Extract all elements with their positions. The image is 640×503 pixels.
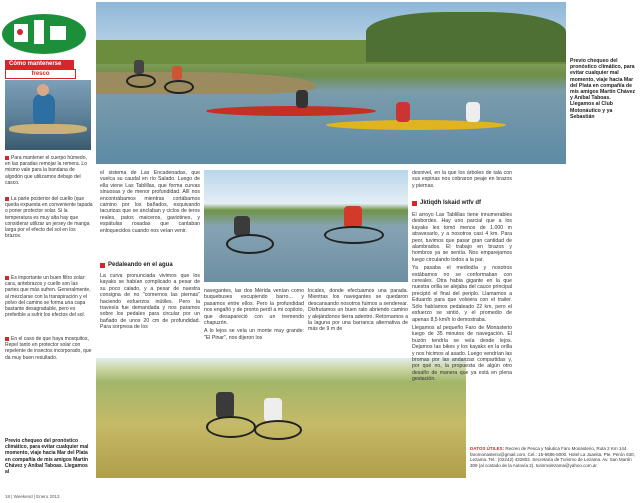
col2-p2: A lo lejos se veía un monte muy grande: "El Pinar", nos dijeron los [204,328,304,341]
column-2 [204,288,304,343]
kayaker-photo [5,80,91,150]
col2-p1: navegantes, las dos Mérida venían como buquebuses escupiendo barro... y pasamos entre ellos. Pero la profundidad nos engañó y de pronto perdí a mi copiloto, que desapareció con un tremendo chapuzón. [204,288,304,327]
col4-p1: desnivel, en la que los árboles de tala con sus espinas nos cobraron peaje en brazos y piernas. [412,170,512,189]
tips-tag-sub: fresco [5,69,76,79]
magazine-logo [0,8,90,58]
col4-p3: Ya pasaba el mediodía y nosotros estábamos no se conformaban con cereales. Otra habia gigante en la que nuestra orilla se alejaba del cauce principal preciptó el final del periplo. Llamamos a Eduardo para que volviera con el trailer. Sólo habíamos pedaleado 22 km, pero el esfuerzo se sintió, y el promedio de apenas 8,5 km/h lo demostraba. [412,265,512,323]
col4-p4: Llegamos al pequeño Faro de Monasterio luego de 35 minutos de navegación. El buzón tendría se veía desde lejos. Dejamos las bikes y los kayaks en la orilla y nos hicimos al asado. Luego vendrían las bromas por las andanzas compartidas y, por qué no, la propuesta de algún otro desafío de manera que ya está en plena gestación. [412,324,512,383]
tips-sidebar [0,0,96,503]
tip-4: En el caso de que haya mosquitos, Repel tanto en protector solar con repelente de insectos incorporado, que da muy buen resultado. [5,336,92,361]
col1-p1: el sistema de Las Encadenadas, que vuelca su caudal en río Salado. Luego de ella viene Las Tablillas, que forma curvas sinuosas y de menor profundidad. Allí nos encontrábamos mientras cortábamos camino por los bañados, esquivando tacurizas que se anclaban y ciclos de teros reales, patos maiceros, gaviotines, y espátulas rosadas que cantaban enloquecidos cuando nos veían venir. [100,170,200,234]
col1-p2: La curva pronunciada vivimos que los kayaks se habían complicado a pesar de su poco calado, y a pesar de nuestra consigna de no "comernos las piernas" haciendo esfuerzos inútiles. Pero la travesía fue demandada y nos paramos sobre los pedales para circular por un bañado de unos 20 cm de profundidad. Para sorpresa de los [100,273,200,331]
column-1 [100,170,200,236]
tip-1: Para mantener el cuerpo húmedo, en las paradas remojar la remera. Lo mismo vale para la bandana de algodón que utilizamos debajo del casco. [5,155,87,186]
kayak-cycle-photo [96,2,566,164]
useful-info-label: DATOS ÚTILES: [470,446,505,451]
column-4b [412,212,512,385]
photo-caption: Previo chequeo del pronóstico climático, para evitar cualquier mal momento, viaje hacia Mar del Plata en compañía de mis amigos Martín Chávez y Aníbal Taboas. Llegamos al Club Motonáutico y ya Sebastián [570,58,636,120]
col3-p1: locales, donde efectuamos una parada. Mientras los navegantes se quedaron descansando nosotros fuimos a senderear. Disfrutamos un buen rato abriendo camino y alejándonos tierra adentro. Retornamos a la laguna por una barranca alternativa de más de 9 m de [308,288,408,333]
useful-info-box [470,446,635,468]
useful-info-text: Recreo de Pesca y Náutica Faro Monasterio, Ruta 2 Km 144. faromonasterio@gmail.com. Cel.: 15-6686-5000. Hotel La Juanita. Pte. Perón 630, Lezama. Tel.: (02242) 432802. Secretaría de Turismo de Lezama. Av. San Martín 309 (al costado de la Autovía 2). turismolezama@yahoo.com.ar [470,446,635,468]
tip-3: Es importante un buen filtro solar: cara, antebrazos y cuello son las partes que más sufren. Generalmente, al mezclarse con la transpiración y el polvo del camino se forma una capa bastante desagradable, pero es preferible a sufrir los efectos del sol. [5,275,91,319]
tips-tag: Cómo mantenerse [5,60,74,69]
cyclists-water-photo [204,170,408,282]
column-1b [100,273,200,333]
wheat-field-photo [96,358,466,478]
col1-subhead: Pedaleando en el agua [100,262,173,268]
bottom-caption: Previo chequeo del pronóstico climático, para evitar cualquier mal momento, viaje hacia Mar del Plata en compañía de mis amigos Martín Chávez y Aníbal Taboas. Llegamos al [5,438,89,476]
tip-2: La parte posterior del cuello (que queda expuesta en conveniente tapada o poner protector solar. Si la temperatura es muy alta hay que considerar utilizar un jersey de manga larga por el efecto del sol en los brazos. [5,196,93,240]
column-3 [308,288,408,335]
page-footer: 18 | Weekend | Enero 2013 [5,494,60,499]
col4-subhead: Jktiqdh Iskaid wtfv df [412,200,481,206]
column-4 [412,170,512,191]
col4-p2: El arroyo Las Tablillas tiene innumerables desbordes. Hay uno parcial que a los kayaks les tomó menos de 1.000 m atravesarlo, y a nosotros casi 4 km. Para peor, tuvimos que pasar gran cantidad de alambrados. El trabajo en brazos y hombros ya se sentía. Nos emparejamos luego circulando todos a la par. [412,212,512,263]
